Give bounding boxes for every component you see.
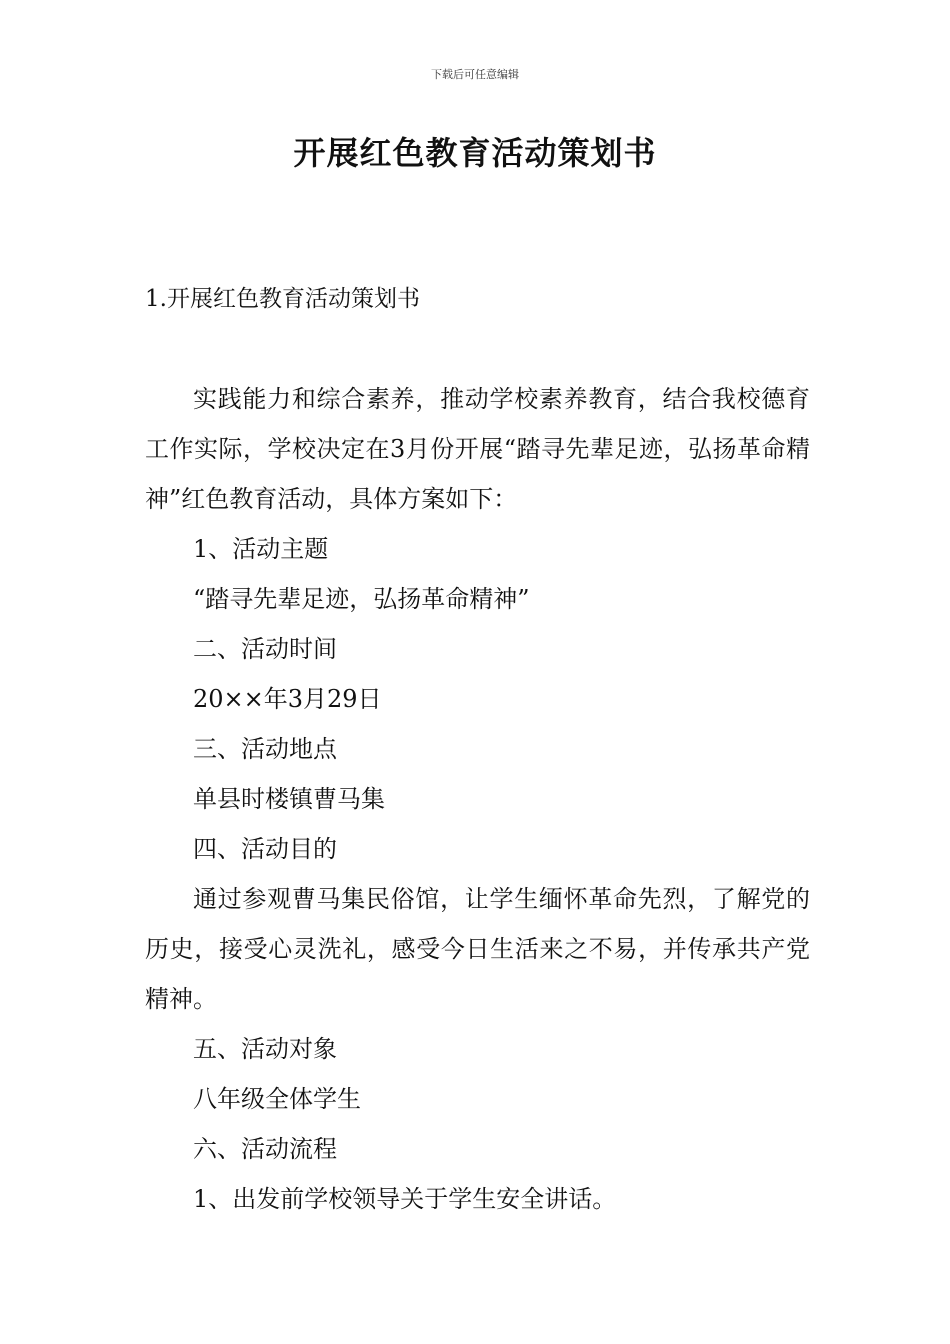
item-purpose-value: 通过参观曹马集民俗馆，让学生缅怀革命先烈，了解党的历史，接受心灵洗礼，感受今日生活来之不易，并传承共产党精神。 xyxy=(145,885,810,1013)
item-theme-heading: 1、活动主题 xyxy=(193,535,329,563)
header-note: 下载后可任意编辑 xyxy=(431,68,519,81)
document-body xyxy=(145,374,810,1224)
item-process-step-1: 1、出发前学校领导关于学生安全讲话。 xyxy=(193,1185,617,1213)
item-time-heading: 二、活动时间 xyxy=(193,635,337,663)
item-location-value: 单县时楼镇曹马集 xyxy=(193,785,385,813)
item-theme-value: “踏寻先辈足迹，弘扬革命精神” xyxy=(193,585,530,613)
item-purpose-heading: 四、活动目的 xyxy=(193,835,337,863)
item-time-value: 20××年3月29日 xyxy=(193,685,382,713)
item-process-heading: 六、活动流程 xyxy=(193,1135,337,1163)
item-audience-value: 八年级全体学生 xyxy=(193,1085,361,1113)
paragraph-intro: 实践能力和综合素养，推动学校素养教育，结合我校德育工作实际，学校决定在3月份开展“踏寻先辈足迹，弘扬革命精神”红色教育活动，具体方案如下： xyxy=(145,385,810,513)
item-audience-heading: 五、活动对象 xyxy=(193,1035,337,1063)
item-location-heading: 三、活动地点 xyxy=(193,735,337,763)
document-title: 开展红色教育活动策划书 xyxy=(293,134,657,172)
section-heading: 1.开展红色教育活动策划书 xyxy=(145,286,420,312)
